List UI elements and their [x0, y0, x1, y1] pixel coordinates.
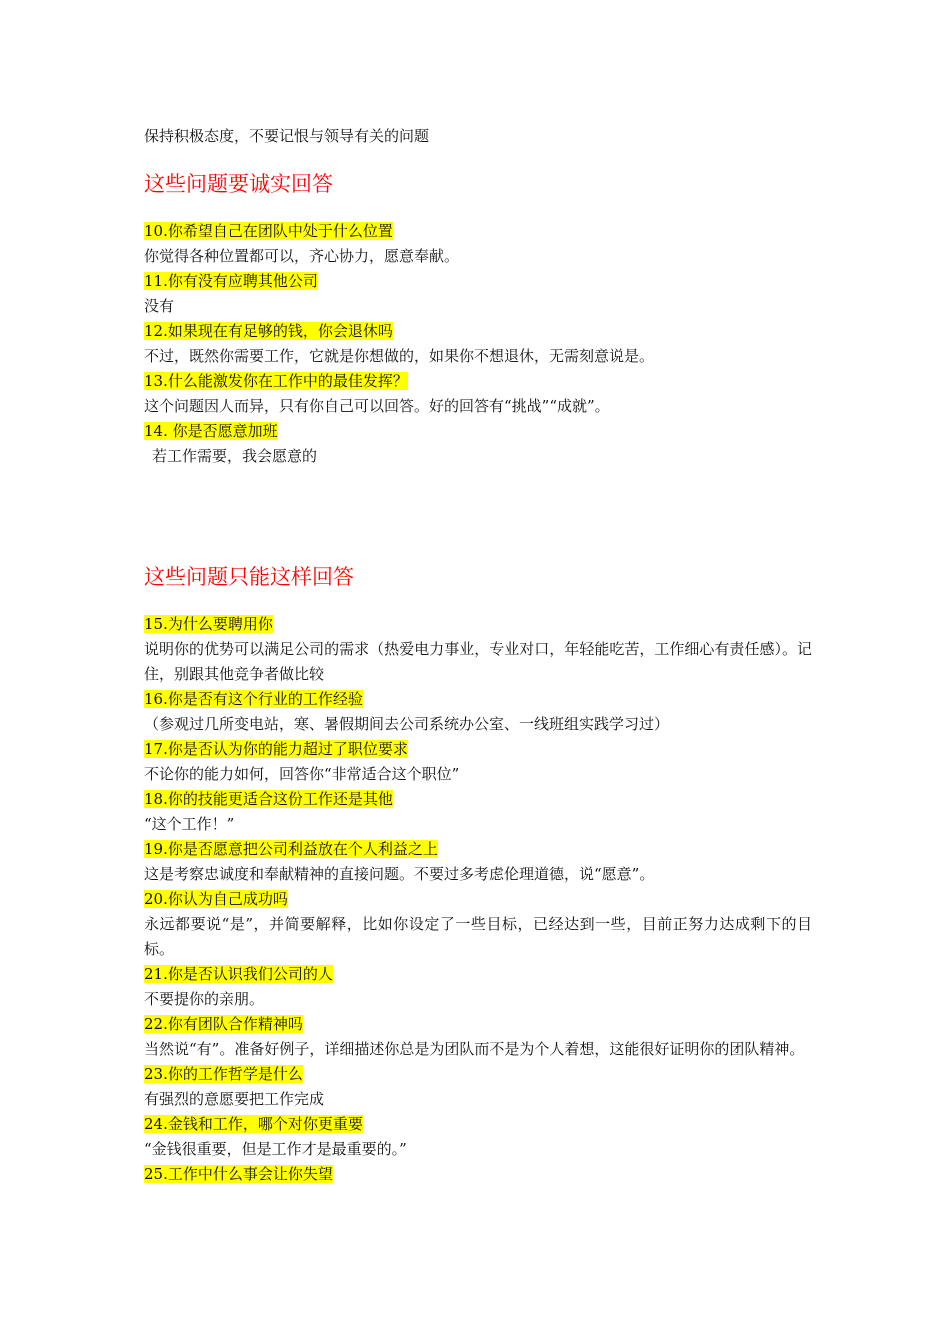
answer-17: 不论你的能力如何，回答你“非常适合这个职位”	[144, 765, 460, 783]
answer-21: 不要提你的亲朋。	[144, 990, 265, 1008]
question-10: 10.你希望自己在团队中处于什么位置	[144, 222, 393, 240]
question-item	[144, 962, 812, 987]
question-12: 12.如果现在有足够的钱，你会退休吗	[144, 322, 393, 340]
question-item	[144, 1112, 812, 1137]
answer-11: 没有	[144, 297, 175, 315]
question-22: 22.你有团队合作精神吗	[144, 1015, 303, 1033]
question-13: 13.什么能激发你在工作中的最佳发挥？	[144, 372, 408, 390]
question-23: 23.你的工作哲学是什么	[144, 1065, 303, 1083]
answer-19: 这是考察忠诚度和奉献精神的直接问题。不要过多考虑伦理道德，说“愿意”。	[144, 865, 655, 883]
question-11: 11.你有没有应聘其他公司	[144, 272, 318, 290]
document-body	[144, 124, 812, 1187]
answer-14: 若工作需要，我会愿意的	[152, 447, 318, 465]
question-item	[144, 1062, 812, 1087]
question-item	[144, 737, 812, 762]
question-21: 21.你是否认识我们公司的人	[144, 965, 333, 983]
question-item	[144, 1012, 812, 1037]
answer-13: 这个问题因人而异，只有你自己可以回答。好的回答有“挑战”“成就”。	[144, 397, 610, 415]
answer-16: （参观过几所变电站，寒、暑假期间去公司系统办公室、一线班组实践学习过）	[144, 715, 670, 733]
answer-10: 你觉得各种位置都可以，齐心协力，愿意奉献。	[144, 247, 460, 265]
question-item	[144, 887, 812, 912]
answer-18: “这个工作！”	[144, 815, 235, 833]
question-19: 19.你是否愿意把公司利益放在个人利益之上	[144, 840, 438, 858]
answer-12: 不过，既然你需要工作，它就是你想做的，如果你不想退休，无需刻意说是。	[144, 347, 655, 365]
question-item	[144, 687, 812, 712]
answer-23: 有强烈的意愿要把工作完成	[144, 1090, 325, 1108]
question-18: 18.你的技能更适合这份工作还是其他	[144, 790, 393, 808]
question-item	[144, 369, 812, 394]
question-item	[144, 1162, 812, 1187]
answer-20: 永远都要说“是”，并简要解释，比如你设定了一些目标，已经达到一些，目前正努力达成剩下的目标。	[144, 915, 812, 958]
question-item	[144, 837, 812, 862]
question-20: 20.你认为自己成功吗	[144, 890, 288, 908]
section-honest-list	[144, 219, 812, 469]
question-item	[144, 319, 812, 344]
question-item	[144, 419, 812, 444]
question-25: 25.工作中什么事会让你失望	[144, 1165, 333, 1183]
answer-24: “金钱很重要，但是工作才是最重要的。”	[144, 1140, 407, 1158]
section-only-answer-list	[144, 612, 812, 1187]
section-heading-honest: 这些问题要诚实回答	[144, 172, 333, 196]
question-16: 16.你是否有这个行业的工作经验	[144, 690, 363, 708]
question-24: 24.金钱和工作，哪个对你更重要	[144, 1115, 363, 1133]
question-item	[144, 612, 812, 637]
question-14: 14. 你是否愿意加班	[144, 422, 278, 440]
question-17: 17.你是否认为你的能力超过了职位要求	[144, 740, 408, 758]
question-15: 15.为什么要聘用你	[144, 615, 273, 633]
question-item	[144, 269, 812, 294]
question-item	[144, 787, 812, 812]
section-heading-only-answer: 这些问题只能这样回答	[144, 565, 354, 589]
intro-text: 保持积极态度，不要记恨与领导有关的问题	[144, 127, 430, 145]
question-item	[144, 219, 812, 244]
answer-22: 当然说“有”。准备好例子，详细描述你总是为团队而不是为个人着想，这能很好证明你的团队精神。	[144, 1040, 805, 1058]
answer-15: 说明你的优势可以满足公司的需求（热爱电力事业，专业对口，年轻能吃苦，工作细心有责任感）。记住，别跟其他竞争者做比较	[144, 640, 812, 683]
